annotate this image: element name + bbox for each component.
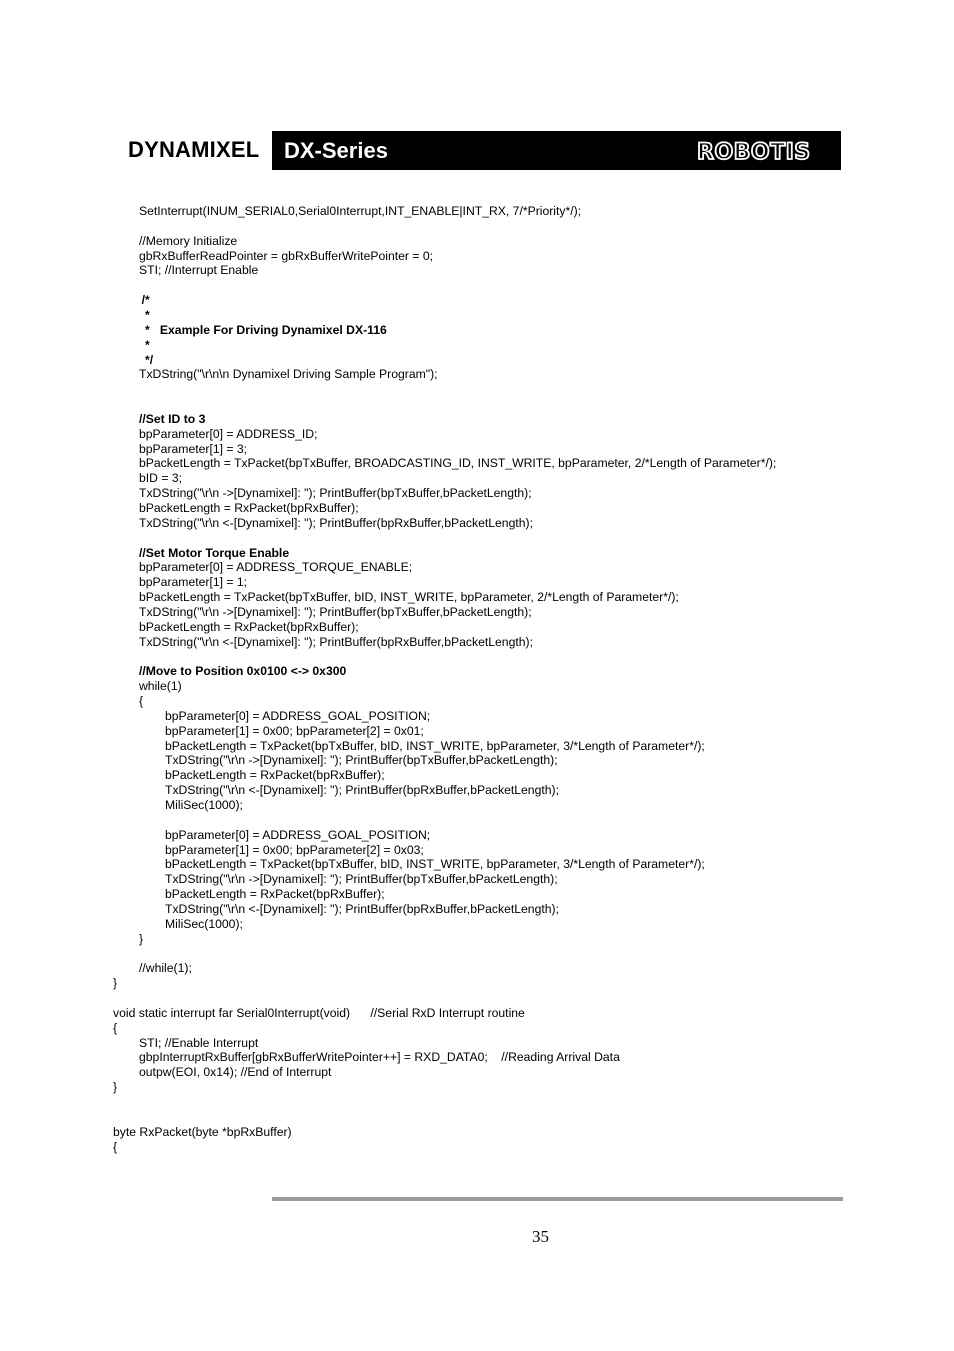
code-line: bPacketLength = TxPacket(bpTxBuffer, bID, INST_WRITE, bpParameter, 3/*Length of Parameter*/); [165, 738, 705, 753]
footer-divider [272, 1197, 843, 1201]
code-line: bPacketLength = RxPacket(bpRxBuffer); [165, 768, 385, 783]
code-line: { [113, 1139, 118, 1154]
code-line: { [113, 1020, 118, 1035]
code-line: bpParameter[0] = ADDRESS_TORQUE_ENABLE; [139, 560, 413, 575]
code-line: STI; //Interrupt Enable [139, 263, 259, 278]
code-line: gbRxBufferReadPointer = gbRxBufferWritePointer = 0; [139, 248, 434, 263]
code-line: //while(1); [139, 961, 192, 976]
code-line: bPacketLength = TxPacket(bpTxBuffer, bID, INST_WRITE, bpParameter, 2/*Length of Parameter*/); [139, 590, 679, 605]
code-line: * Example For Driving Dynamixel DX-116 [141, 322, 387, 337]
code-line: SetInterrupt(INUM_SERIAL0,Serial0Interrupt,INT_ENABLE|INT_RX, 7/*Priority*/); [139, 204, 582, 218]
code-line: bpParameter[1] = 1; [139, 575, 248, 590]
code-line: * [141, 337, 150, 352]
code-line: * [141, 307, 150, 322]
code-line: TxDString("\r\n ->[Dynamixel]: "); PrintBuffer(bpTxBuffer,bPacketLength); [165, 872, 558, 887]
code-line: //Set ID to 3 [139, 411, 206, 426]
code-line: //Set Motor Torque Enable [139, 545, 290, 560]
code-line: MiliSec(1000); [165, 798, 243, 812]
code-line: void static interrupt far Serial0Interrupt(void) //Serial RxD Interrupt routine [113, 1005, 525, 1020]
robotis-logo [697, 138, 821, 162]
page-number: 35 [532, 1227, 549, 1246]
robotis-logo-text: ROBOTIS [697, 140, 811, 162]
series-title: DX-Series [284, 138, 388, 163]
code-line: } [113, 1080, 118, 1095]
code-line: TxDString("\r\n\n Dynamixel Driving Sample Program"); [139, 367, 438, 382]
code-line: bpParameter[0] = ADDRESS_GOAL_POSITION; [165, 827, 431, 842]
code-line: bpParameter[0] = ADDRESS_GOAL_POSITION; [165, 708, 431, 723]
code-line: STI; //Enable Interrupt [139, 1035, 259, 1050]
code-line: { [139, 694, 144, 709]
brand-title: DYNAMIXEL [128, 137, 260, 162]
code-line: //Memory Initialize [139, 233, 238, 248]
code-line: } [139, 931, 144, 946]
code-line: //Move to Position 0x0100 <-> 0x300 [139, 664, 347, 679]
code-line: bpParameter[1] = 0x00; bpParameter[2] = 0x03; [165, 842, 424, 857]
series-bar [272, 131, 841, 170]
page-header [112, 131, 841, 170]
code-line: TxDString("\r\n <-[Dynamixel]: "); PrintBuffer(bpRxBuffer,bPacketLength); [165, 783, 559, 798]
code-line: TxDString("\r\n ->[Dynamixel]: "); PrintBuffer(bpTxBuffer,bPacketLength); [139, 604, 532, 619]
code-line: outpw(EOI, 0x14); //End of Interrupt [139, 1065, 332, 1080]
code-line: */ [141, 352, 154, 367]
code-line: bpParameter[0] = ADDRESS_ID; [139, 426, 318, 441]
code-line: gbpInterruptRxBuffer[gbRxBufferWritePointer++] = RXD_DATA0; //Reading Arrival Data [139, 1050, 620, 1065]
code-line: bpParameter[1] = 0x00; bpParameter[2] = 0x01; [165, 723, 424, 738]
code-line: bPacketLength = RxPacket(bpRxBuffer); [139, 501, 359, 515]
code-line: bPacketLength = RxPacket(bpRxBuffer); [139, 619, 359, 634]
code-line: TxDString("\r\n ->[Dynamixel]: "); PrintBuffer(bpTxBuffer,bPacketLength); [165, 753, 558, 768]
code-line: bPacketLength = TxPacket(bpTxBuffer, BROADCASTING_ID, INST_WRITE, bpParameter, 2/*Length of Parameter*/); [139, 456, 777, 471]
code-line: bPacketLength = TxPacket(bpTxBuffer, bID, INST_WRITE, bpParameter, 3/*Length of Parameter*/); [165, 857, 705, 872]
code-line: TxDString("\r\n <-[Dynamixel]: "); PrintBuffer(bpRxBuffer,bPacketLength); [139, 634, 533, 649]
code-line: while(1) [139, 679, 182, 694]
code-line: bID = 3; [139, 471, 183, 486]
code-line: TxDString("\r\n ->[Dynamixel]: "); PrintBuffer(bpTxBuffer,bPacketLength); [139, 486, 532, 501]
code-line: /* [141, 293, 150, 308]
code-line: bpParameter[1] = 3; [139, 441, 248, 456]
code-line: TxDString("\r\n <-[Dynamixel]: "); PrintBuffer(bpRxBuffer,bPacketLength); [139, 515, 533, 530]
code-line: byte RxPacket(byte *bpRxBuffer) [113, 1124, 292, 1139]
code-line: bPacketLength = RxPacket(bpRxBuffer); [165, 887, 385, 902]
code-line: TxDString("\r\n <-[Dynamixel]: "); PrintBuffer(bpRxBuffer,bPacketLength); [165, 901, 559, 916]
code-line: } [113, 976, 118, 991]
code-line: MiliSec(1000); [165, 916, 243, 931]
